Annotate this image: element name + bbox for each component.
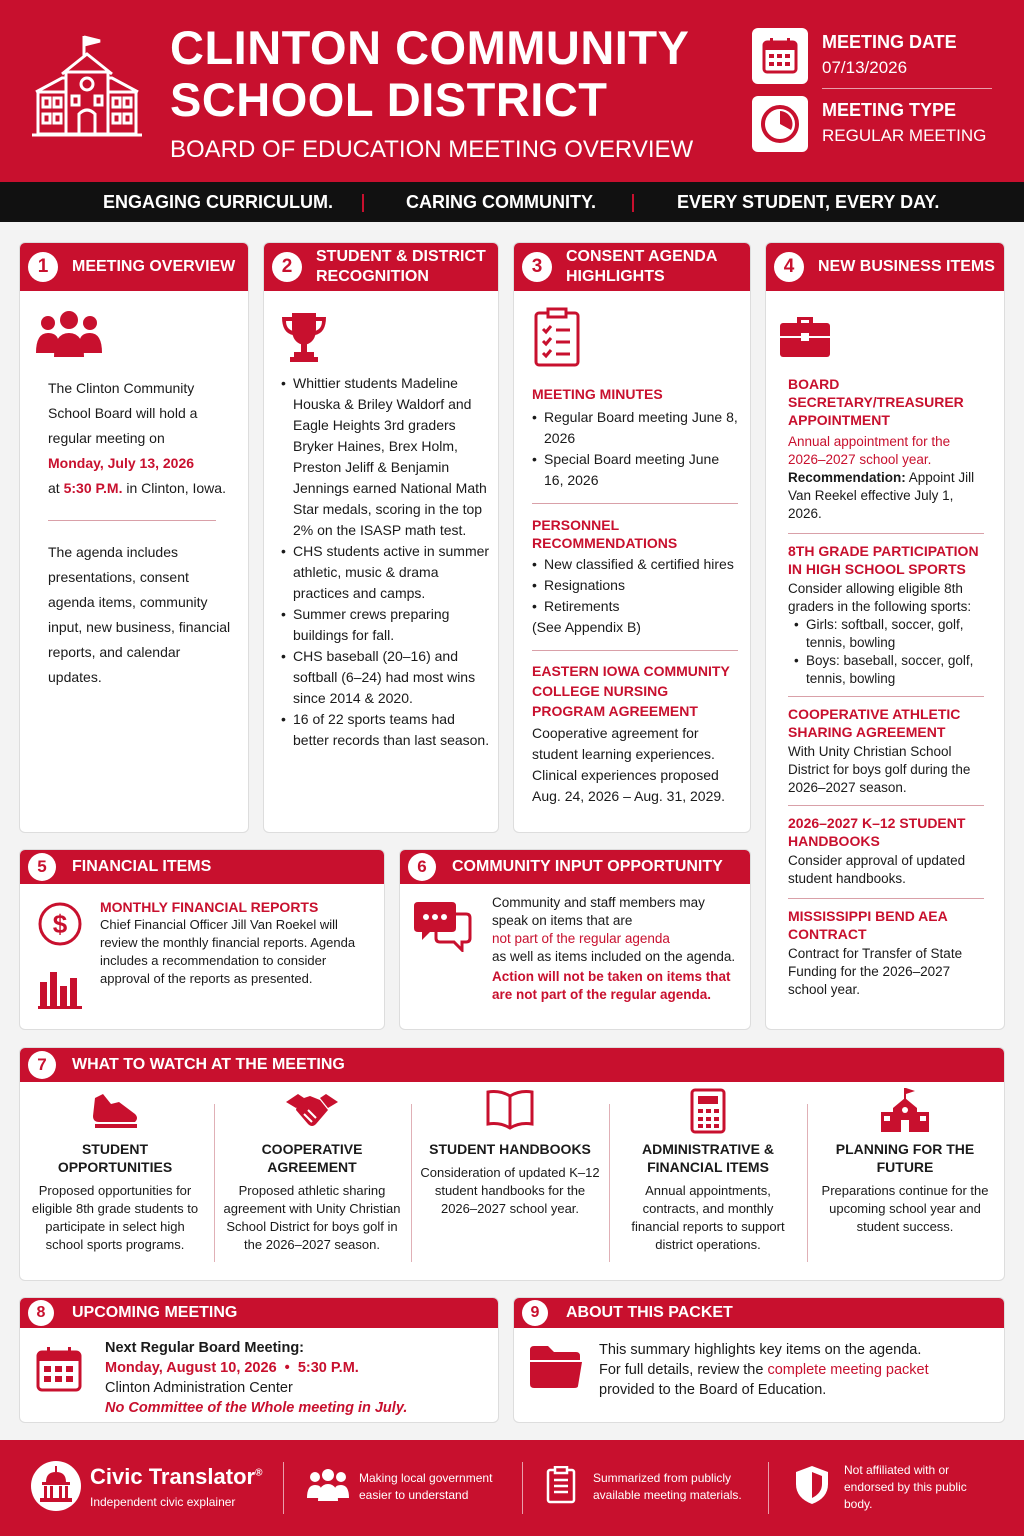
section-title: BOARD SECRETARY/TREASURER APPOINTMENT bbox=[788, 376, 964, 428]
list-item: • Special Board meeting June 16, 2026 bbox=[532, 449, 738, 491]
card-title: WHAT TO WATCH AT THE MEETING bbox=[72, 1056, 345, 1073]
consent-content: MEETING MINUTES • Regular Board meeting June 8, 2026 • Special Board meeting June 16, 2026 PERSONNEL RECOMMENDATIONS • New classified & certified hires • Resignations • Retirements (See Appendix B) EASTERN IOWA COMMUNITY COLLEGE NURSING PROGRAM AGREEMENT Cooperative agreement for student learning experiences. Clinical experiences proposed Aug. 24, 2026 – Aug. 31, 2029. bbox=[532, 385, 738, 807]
clock-icon bbox=[752, 96, 808, 152]
list-item: • Regular Board meeting June 8, 2026 bbox=[532, 407, 738, 449]
watch-text: Proposed opportunities for eligible 8th grade students to participate in select high school sports programs. bbox=[31, 1183, 199, 1252]
checklist-icon bbox=[532, 307, 584, 369]
upcoming-content: Next Regular Board Meeting: Monday, August 10, 2026 • 5:30 P.M. Clinton Administration Center No Committee of the Whole meeting in July. bbox=[105, 1340, 408, 1416]
section-title: PERSONNEL RECOMMENDATIONS bbox=[532, 517, 678, 551]
section-title: COOPERATIVE ATHLETIC SHARING AGREEMENT bbox=[788, 706, 961, 740]
card-title: COMMUNITY INPUT OPPORTUNITY bbox=[452, 858, 723, 875]
tagline-bar bbox=[0, 182, 1024, 222]
calendar-icon bbox=[752, 28, 808, 84]
trophy-icon bbox=[276, 309, 332, 365]
bar-chart-icon bbox=[36, 962, 84, 1010]
watch-text: Preparations continue for the upcoming school year and student success. bbox=[821, 1183, 989, 1234]
watch-text: Consideration of updated K–12 student handbooks for the 2026–2027 school year. bbox=[420, 1165, 600, 1216]
list-item: • 16 of 22 sports teams had better records than last season. bbox=[281, 709, 491, 751]
footer bbox=[0, 1440, 1024, 1536]
footer-source: Summarized from publicly available meeting materials. bbox=[593, 1471, 742, 1502]
handshake-icon bbox=[284, 1088, 340, 1132]
watch-item bbox=[815, 1088, 995, 1236]
tagline-item: CARING COMMUNITY. bbox=[406, 192, 596, 212]
new-business-content: BOARD SECRETARY/TREASURER APPOINTMENT Annual appointment for the 2026–2027 school year. Recommendation: Appoint Jill Van Reekel effective July 1, 2026. 8TH GRADE PARTICIPATION IN HIGH SCHOOL SPORTS Consider allowing eligible 8th graders in the following sports: • Girls: softball, soccer, golf, tennis, bowling • Boys: baseball, soccer, golf, tennis, bowling COOPERATIVE ATHLETIC SHARING AGREEMENT With Unity Christian School District for boys golf during the 2026–2027 season. 2026–2027 K–12 STUDENT HANDBOOKS Consider approval of updated student handbooks. MISSISSIPPI BEND AEA CONTRACT Contract for Transfer of State Funding for the 2026–2027 school year. bbox=[788, 375, 984, 999]
speech-bubbles-icon bbox=[414, 900, 472, 952]
community-input-card: 6 COMMUNITY INPUT OPPORTUNITY Community and staff members may speak on items that are not part of the regular agenda as well as items included on the agenda. Action will not be taken on items that are not part of the regular agenda. bbox=[399, 849, 751, 1030]
calculator-icon bbox=[690, 1088, 726, 1134]
financial-content: MONTHLY FINANCIAL REPORTS Chief Financial Officer Jill Van Roekel will review the monthly financial reports. Agenda includes a recommendation to consider approval of the reports as presented. bbox=[100, 898, 370, 988]
list-item: • New classified & certified hires bbox=[532, 554, 738, 575]
card-title: MEETING OVERVIEW bbox=[72, 258, 236, 275]
about-content: This summary highlights key items on the agenda. For full details, review the complete meeting packet provided to the Board of Education. bbox=[599, 1342, 929, 1398]
list-item: • Girls: softball, soccer, golf, tennis, bowling bbox=[794, 616, 984, 652]
section-title: MONTHLY FINANCIAL REPORTS bbox=[100, 899, 319, 915]
community-content: Community and staff members may speak on items that are not part of the regular agenda as well as items included on the agenda. Action will not be taken on items that are not part of the regular agenda. bbox=[492, 895, 736, 1002]
card-title: STUDENT & DISTRICT RECOGNITION bbox=[316, 248, 486, 285]
section-title: MEETING MINUTES bbox=[532, 386, 663, 402]
card-title: NEW BUSINESS ITEMS bbox=[818, 258, 995, 275]
watch-title: STUDENT OPPORTUNITIES bbox=[57, 1141, 173, 1175]
watch-text: Annual appointments, contracts, and monthly financial reports to support district operations. bbox=[631, 1183, 785, 1252]
shield-icon bbox=[794, 1464, 830, 1506]
recognition-card: 2 STUDENT & DISTRICT RECOGNITION • Whittier students Madeline Houska & Briley Waldorf and Eagle Heights 3rd graders Bryker Haines, Brex Holm, Preston Jeliff & Benjamin Jennings earned National Math Star medals, scoring in the top 2% on the ISASP math test. • CHS students active in summer athletic, music & drama practices and camps. • Summer crews preparing buildings for fall. • CHS baseball (20–16) and softball (6–24) had most wins since 2014 & 2020. • 16 of 22 sports teams had better records than last season. bbox=[263, 242, 499, 833]
tagline-item: ENGAGING CURRICULUM. bbox=[103, 192, 333, 212]
list-item: • Retirements bbox=[532, 596, 738, 617]
open-book-icon bbox=[484, 1088, 536, 1132]
section-title: 8TH GRADE PARTICIPATION IN HIGH SCHOOL SPORTS bbox=[788, 543, 979, 577]
card-title: ABOUT THIS PACKET bbox=[566, 1304, 733, 1321]
watch-title: COOPERATIVE AGREEMENT bbox=[261, 1141, 363, 1175]
overview-text: The Clinton Community School Board will hold a regular meeting on Monday, July 13, 2026 at 5:30 P.M. in Clinton, Iowa. bbox=[48, 380, 226, 496]
briefcase-icon bbox=[778, 311, 832, 361]
list-item: • Summer crews preparing buildings for fall. bbox=[281, 604, 491, 646]
section-title: EASTERN IOWA COMMUNITY COLLEGE NURSING PROGRAM AGREEMENT bbox=[532, 663, 730, 719]
meeting-overview-card: 1 MEETING OVERVIEW The Clinton Community School Board will hold a regular meeting on Monday, July 13, 2026 at 5:30 P.M. in Clinton, Iowa. The agenda includes presentations, consent agenda items, community input, new business, financial reports, and calendar updates. bbox=[19, 242, 249, 833]
list-item: • CHS students active in summer athletic, music & drama practices and camps. bbox=[281, 541, 491, 604]
header: CLINTON COMMUNITY SCHOOL DISTRICT BOARD OF EDUCATION MEETING OVERVIEW MEETING DATE 07/13/2026 MEETING TYPE REGULAR MEETING bbox=[0, 0, 1024, 182]
dollar-icon bbox=[36, 900, 84, 948]
document-icon bbox=[546, 1466, 576, 1504]
running-shoe-icon bbox=[89, 1088, 141, 1132]
folder-icon bbox=[528, 1344, 584, 1390]
upcoming-meeting-card: 8 UPCOMING MEETING Next Regular Board Meeting: Monday, August 10, 2026 • 5:30 P.M. Clinton Administration Center No Committee of the Whole meeting in July. bbox=[19, 1297, 499, 1423]
meeting-packet-link[interactable]: complete meeting packet bbox=[767, 1362, 929, 1378]
capitol-icon bbox=[30, 1460, 82, 1512]
card-title: UPCOMING MEETING bbox=[72, 1304, 238, 1321]
svg-text:$: $ bbox=[52, 909, 68, 939]
watch-item bbox=[420, 1088, 600, 1218]
list-item: • Boys: baseball, soccer, golf, tennis, bowling bbox=[794, 652, 984, 688]
section-title: 2026–2027 K–12 STUDENT HANDBOOKS bbox=[788, 815, 966, 849]
people-icon bbox=[306, 1468, 350, 1502]
district-title: CLINTON COMMUNITY SCHOOL DISTRICT bbox=[170, 21, 690, 126]
recognition-list bbox=[281, 373, 491, 751]
calendar-icon bbox=[34, 1344, 84, 1394]
card-title: CONSENT AGENDA HIGHLIGHTS bbox=[566, 248, 717, 285]
watch-item bbox=[618, 1088, 798, 1254]
what-to-watch-card: 7 WHAT TO WATCH AT THE MEETING bbox=[19, 1047, 1005, 1281]
list-item: • CHS baseball (20–16) and softball (6–24) had most wins since 2014 & 2020. bbox=[281, 646, 491, 709]
people-icon bbox=[34, 309, 104, 359]
watch-text: Proposed athletic sharing agreement with Unity Christian School District for boys golf in the 2026–2027 season. bbox=[223, 1183, 401, 1252]
school-building-icon bbox=[32, 34, 142, 138]
watch-title: PLANNING FOR THE FUTURE bbox=[835, 1141, 975, 1175]
brand-subtitle: Independent civic explainer bbox=[90, 1495, 236, 1509]
brand-name: Civic Translator® bbox=[90, 1464, 263, 1489]
overview-agenda-text: The agenda includes presentations, consent agenda items, community input, new business, financial reports, and calendar updates. bbox=[48, 544, 231, 685]
school-icon bbox=[879, 1088, 931, 1134]
page-subtitle: BOARD OF EDUCATION MEETING OVERVIEW bbox=[170, 136, 694, 163]
watch-item bbox=[25, 1088, 205, 1254]
tagline-item: EVERY STUDENT, EVERY DAY. bbox=[677, 192, 940, 212]
about-packet-card: 9 ABOUT THIS PACKET This summary highlights key items on the agenda. For full details, review the complete meeting packet provided to the Board of Education. bbox=[513, 1297, 1005, 1423]
list-item: • Whittier students Madeline Houska & Briley Waldorf and Eagle Heights 3rd graders Bryker Haines, Brex Holm, Preston Jeliff & Benjamin Jennings earned National Math Star medals, scoring in the top 2% on the ISASP math test. bbox=[281, 373, 491, 541]
watch-title: ADMINISTRATIVE & FINANCIAL ITEMS bbox=[642, 1141, 774, 1175]
financial-card: 5 FINANCIAL ITEMS $ MONTHLY FINANCIAL REPORTS Chief Financial Officer Jill Van Roekel will review the monthly financial reports. Agenda includes a recommendation to consider approval of the reports as presented. bbox=[19, 849, 385, 1030]
consent-agenda-card: 3 CONSENT AGENDA HIGHLIGHTS MEETING MINUTES • Regular Board meeting June 8, 2026 • Special Board meeting June 16, 2026 PERSONNEL RECOMMENDATIONS • New classified & certified hires • Resignations • Retirements (See Appendix B) EASTERN IOWA COMMUNITY COLLEGE NURSING PROGRAM AGREEMENT Cooperative agreement for student learning experiences. Clinical experiences proposed Aug. 24, 2026 – Aug. 31, 2029. bbox=[513, 242, 751, 833]
footer-mission: Making local government easier to understand bbox=[359, 1471, 493, 1502]
list-item: • Resignations bbox=[532, 575, 738, 596]
watch-title: STUDENT HANDBOOKS bbox=[429, 1141, 591, 1157]
card-title: FINANCIAL ITEMS bbox=[72, 858, 212, 875]
section-title: MISSISSIPPI BEND AEA CONTRACT bbox=[788, 908, 948, 942]
footer-disclaimer: Not affiliated with or endorsed by this public body. bbox=[844, 1463, 967, 1511]
new-business-card: 4 NEW BUSINESS ITEMS BOARD SECRETARY/TREASURER APPOINTMENT Annual appointment for the 2026–2027 school year. Recommendation: Appoint Jill Van Reekel effective July 1, 2026. 8TH GRADE PARTICIPATION IN HIGH SCHOOL SPORTS Consider allowing eligible 8th graders in the following sports: • Girls: softball, soccer, golf, tennis, bowling • Boys: baseball, soccer, golf, tennis, bowling COOPERATIVE ATHLETIC SHARING AGREEMENT With Unity Christian School District for boys golf during the 2026–2027 season. 2026–2027 K–12 STUDENT HANDBOOKS Consider approval of updated student handbooks. MISSISSIPPI BEND AEA CONTRACT Contract for Transfer of State Funding for the 2026–2027 school year. bbox=[765, 242, 1005, 1030]
watch-item bbox=[222, 1088, 402, 1254]
